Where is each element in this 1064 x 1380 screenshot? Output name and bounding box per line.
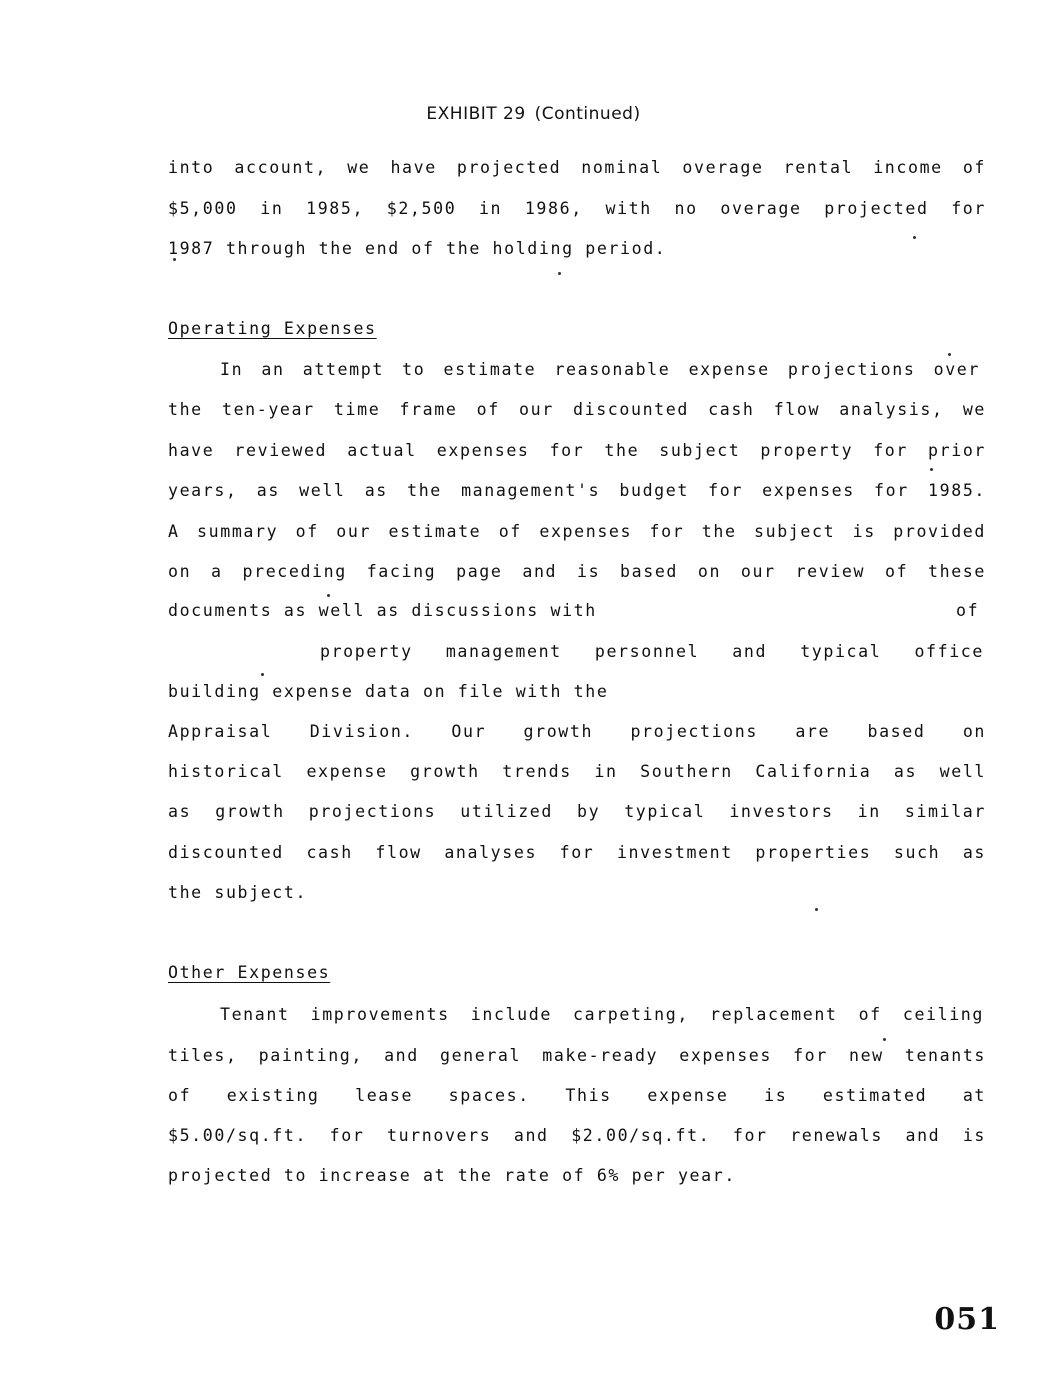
scan-speck: [558, 272, 561, 275]
scan-speck: [948, 353, 951, 356]
other-expenses-heading: Other Expenses: [168, 963, 331, 982]
operating-line-1: In an attempt to estimate reasonable expense projections over: [220, 360, 980, 379]
exhibit-title: EXHIBIT 29: [426, 104, 526, 124]
operating-line-12: as growth projections utilized by typical investors in similar: [168, 802, 986, 821]
operating-line-9: building expense data on file with the: [168, 682, 609, 701]
operating-line-5: A summary of our estimate of expenses for the subject is provided: [168, 522, 986, 541]
scan-speck: [327, 594, 330, 597]
intro-line-3: 1987 through the end of the holding period.: [168, 239, 667, 258]
other-line-5: projected to increase at the rate of 6% per year.: [168, 1166, 736, 1185]
page-number: 051: [934, 1302, 1000, 1337]
operating-line-13: discounted cash flow analyses for investment properties such as: [168, 843, 986, 862]
other-line-3: of existing lease spaces. This expense is estimated at: [168, 1086, 986, 1105]
exhibit-subtitle: (Continued): [534, 104, 641, 124]
operating-line-6: on a preceding facing page and is based on our review of these: [168, 562, 986, 581]
operating-line-4: years, as well as the management's budget for expenses for 1985.: [168, 481, 986, 500]
intro-line-1: into account, we have projected nominal overage rental income of: [168, 158, 986, 177]
operating-line-8: property management personnel and typical office: [320, 642, 984, 661]
operating-line-10: Appraisal Division. Our growth projections are based on: [168, 722, 986, 741]
scan-speck: [913, 236, 916, 239]
operating-expenses-heading: Operating Expenses: [168, 319, 377, 338]
intro-line-2: $5,000 in 1985, $2,500 in 1986, with no overage projected for: [168, 199, 986, 218]
other-line-2: tiles, painting, and general make-ready expenses for new tenants: [168, 1046, 986, 1065]
operating-line-3: have reviewed actual expenses for the subject property for prior: [168, 441, 986, 460]
operating-line-14: the subject.: [168, 883, 308, 902]
operating-line-11: historical expense growth trends in Southern California as well: [168, 762, 986, 781]
scan-speck: [261, 673, 264, 676]
other-line-1: Tenant improvements include carpeting, replacement of ceiling: [220, 1005, 984, 1024]
operating-line-7-tail: of: [956, 601, 980, 620]
operating-line-7: documents as well as discussions with: [168, 601, 597, 620]
scan-speck: [883, 1038, 886, 1041]
scan-speck: [815, 908, 818, 911]
scan-speck: [930, 468, 933, 471]
operating-line-2: the ten-year time frame of our discounted cash flow analysis, we: [168, 400, 986, 419]
other-line-4: $5.00/sq.ft. for turnovers and $2.00/sq.ft. for renewals and is: [168, 1126, 986, 1145]
page-header: [0, 104, 1064, 124]
scan-speck: [173, 258, 176, 261]
